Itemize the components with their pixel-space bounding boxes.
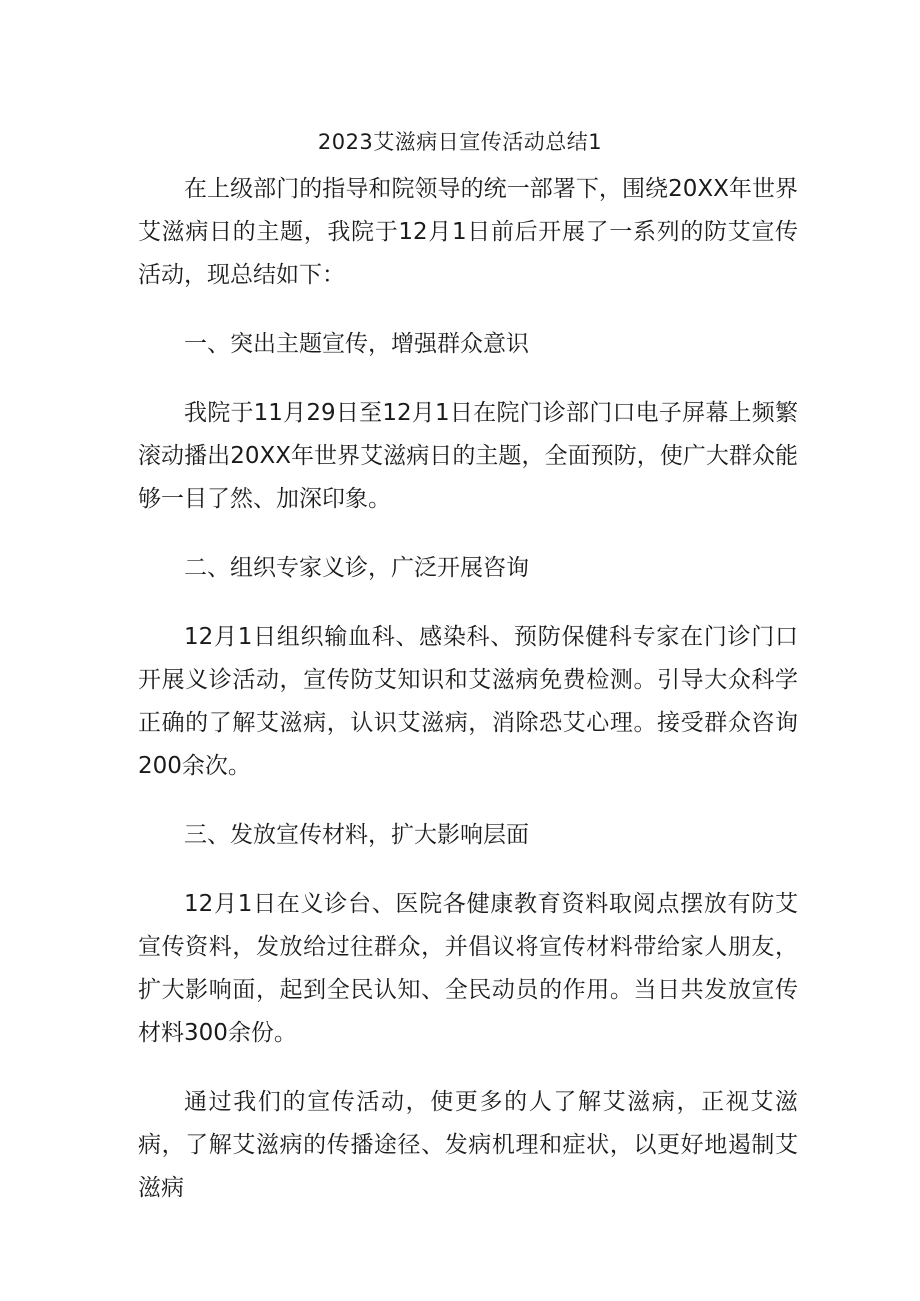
document-title: 2023艾滋病日宣传活动总结1 xyxy=(317,130,603,154)
section-heading-3: 三、发放宣传材料，扩大影响层面 xyxy=(184,822,529,848)
section-2-paragraph: 12月1日组织输血科、感染科、预防保健科专家在门诊门口开展义诊活动，宣传防艾知识和艾滋病免费检测。引导大众科学正确的了解艾滋病，认识艾滋病，消除恐艾心理。接受群众咨询200余次。 xyxy=(138,624,798,779)
section-3-paragraph: 12月1日在义诊台、医院各健康教育资料取阅点摆放有防艾宣传资料，发放给过往群众，并倡议将宣传材料带给家人朋友，扩大影响面，起到全民认知、全民动员的作用。当日共发放宣传材料300余份。 xyxy=(138,891,798,1046)
section-heading-2: 二、组织专家义诊，广泛开展咨询 xyxy=(184,555,529,581)
section-1-paragraph: 我院于11月29日至12月1日在院门诊部门口电子屏幕上频繁滚动播出20XX年世界艾滋病日的主题，全面预防，使广大群众能够一目了然、加深印象。 xyxy=(138,400,798,512)
intro-paragraph: 在上级部门的指导和院领导的统一部署下，围绕20XX年世界艾滋病日的主题，我院于12月1日前后开展了一系列的防艾宣传活动，现总结如下： xyxy=(138,176,798,288)
section-heading-1: 一、突出主题宣传，增强群众意识 xyxy=(184,331,529,357)
conclusion-paragraph: 通过我们的宣传活动，使更多的人了解艾滋病，正视艾滋病，了解艾滋病的传播途径、发病机理和症状，以更好地遏制艾滋病 xyxy=(138,1089,798,1201)
document-body xyxy=(138,168,798,1236)
